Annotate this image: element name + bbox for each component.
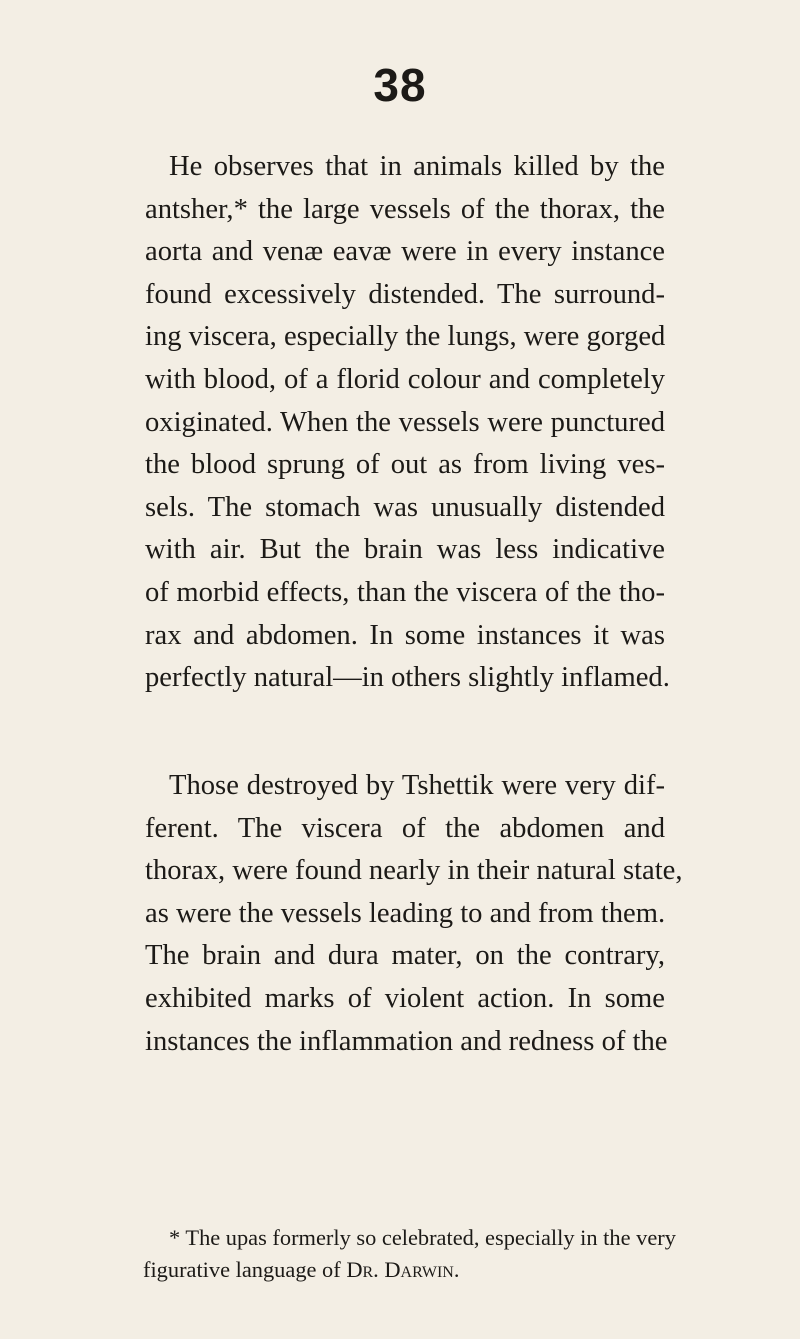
- text-line: oxiginated. When the vessels were punctured: [145, 406, 665, 438]
- text-line: instances the inflammation and redness of the: [145, 1025, 668, 1057]
- text-line: The brain and dura mater, on the contrary,: [145, 940, 665, 972]
- page-number: 38: [373, 59, 427, 111]
- text-line: perfectly natural—in others slightly inflamed.: [145, 662, 670, 694]
- text-line: exhibited marks of violent action. In some: [145, 982, 665, 1014]
- text-line: the blood sprung of out as from living ves-: [145, 449, 665, 481]
- text-line: as were the vessels leading to and from them.: [145, 897, 666, 929]
- text-line: ing viscera, especially the lungs, were gorged: [145, 321, 666, 353]
- paragraph-2: [145, 765, 683, 1063]
- author-name: Dr. Darwin.: [346, 1257, 460, 1282]
- text-line: He observes that in animals killed by the: [169, 151, 665, 182]
- footnote: [143, 1222, 676, 1286]
- text-line: aorta and venæ eavæ were in every instance: [145, 236, 665, 268]
- paragraph-1: [145, 146, 670, 700]
- text-line: antsher,* the large vessels of the thorax, the: [145, 193, 665, 225]
- text-line: of morbid effects, than the viscera of the tho-: [145, 576, 665, 608]
- text-line: with blood, of a florid colour and completely: [145, 363, 665, 395]
- footnote-line: * The upas formerly so celebrated, especially in the very: [169, 1225, 676, 1250]
- text-line: thorax, were found nearly in their natural state,: [145, 855, 683, 887]
- text-line: rax and abdomen. In some instances it was: [145, 619, 665, 651]
- text-line: ferent. The viscera of the abdomen and: [145, 812, 665, 844]
- text-line: with air. But the brain was less indicative: [145, 534, 665, 566]
- footnote-line: [143, 1254, 665, 1286]
- text-line: found excessively distended. The surround-: [145, 278, 665, 310]
- text-line: sels. The stomach was unusually distended: [145, 491, 665, 523]
- text-line: Those destroyed by Tshettik were very dif-: [169, 770, 665, 801]
- footnote-text: figurative language of: [143, 1257, 347, 1282]
